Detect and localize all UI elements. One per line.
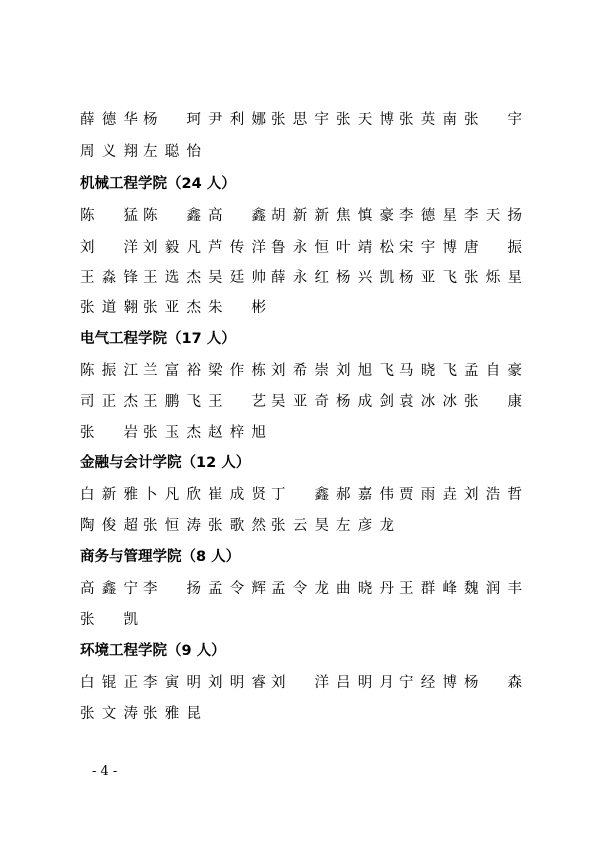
person-name: 张 云 昊 <box>271 518 329 534</box>
name-row <box>80 140 520 164</box>
person-name: 刘 洋 <box>80 240 138 256</box>
name-row <box>80 236 520 260</box>
person-name: 张 玉 杰 <box>143 425 201 441</box>
person-name: 刘 希 崇 <box>271 363 329 379</box>
person-name: 胡 新 新 <box>271 208 329 224</box>
person-name: 魏 润 丰 <box>464 581 522 597</box>
person-name: 丁 鑫 <box>271 487 329 503</box>
person-name: 唐 振 <box>464 240 522 256</box>
person-name: 张 凯 <box>80 612 138 628</box>
person-name: 杨 兴 凯 <box>336 270 394 286</box>
person-name: 张 道 翱 <box>80 300 138 316</box>
person-name: 梁 作 栋 <box>208 363 266 379</box>
person-name: 芦 传 洋 <box>208 240 266 256</box>
person-name: 左 聪 怡 <box>143 144 201 160</box>
person-name: 王 鹏 飞 <box>143 394 201 410</box>
person-name: 左 彦 龙 <box>336 518 394 534</box>
name-row <box>80 671 520 695</box>
person-name: 孟 令 龙 <box>271 581 329 597</box>
person-name: 刘 明 睿 <box>208 675 266 691</box>
name-row <box>80 204 520 228</box>
person-name: 陶 俊 超 <box>80 518 138 534</box>
person-name: 杨 森 <box>464 675 522 691</box>
person-name: 张 恒 涛 <box>143 518 201 534</box>
page-number: - 4 - <box>92 764 118 779</box>
person-name: 鲁 永 恒 <box>271 240 329 256</box>
person-name: 张 亚 杰 <box>143 300 201 316</box>
person-name: 高 鑫 宁 <box>80 581 138 597</box>
person-name: 宁 经 博 <box>399 675 457 691</box>
person-name: 刘 浩 哲 <box>464 487 522 503</box>
person-name: 吴 亚 奇 <box>271 394 329 410</box>
section-heading: 电气工程学院（17 人） <box>80 331 236 347</box>
name-row <box>80 483 520 507</box>
person-name: 马 晓 飞 <box>399 363 457 379</box>
person-name: 张 歌 然 <box>208 518 266 534</box>
person-name: 李 寅 明 <box>143 675 201 691</box>
person-name: 张 康 <box>464 394 522 410</box>
name-row <box>80 608 520 632</box>
person-name: 杨 成 剑 <box>336 394 394 410</box>
section-heading: 金融与会计学院（12 人） <box>80 455 251 471</box>
person-name: 袁 冰 冰 <box>399 394 457 410</box>
person-name: 张 思 宇 <box>271 112 329 128</box>
person-name: 郝 嘉 伟 <box>336 487 394 503</box>
person-name: 张 英 南 <box>399 112 457 128</box>
person-name: 陈 振 江 <box>80 363 138 379</box>
name-row <box>80 702 520 726</box>
person-name: 张 雅 昆 <box>143 706 201 722</box>
person-name: 曲 晓 丹 <box>336 581 394 597</box>
person-name: 王 艺 <box>208 394 266 410</box>
name-row <box>80 266 520 290</box>
name-row <box>80 108 520 132</box>
person-name: 王 群 峰 <box>399 581 457 597</box>
person-name: 张 天 博 <box>336 112 394 128</box>
person-name: 张 文 涛 <box>80 706 138 722</box>
person-name: 兰 富 裕 <box>143 363 201 379</box>
name-row <box>80 514 520 538</box>
person-name: 张 宇 <box>464 112 522 128</box>
person-name: 李 德 星 <box>399 208 457 224</box>
name-row <box>80 421 520 445</box>
person-name: 司 正 杰 <box>80 394 138 410</box>
person-name: 刘 毅 凡 <box>143 240 201 256</box>
person-name: 高 鑫 <box>208 208 266 224</box>
person-name: 李 扬 <box>143 581 201 597</box>
person-name: 赵 梓 旭 <box>208 425 266 441</box>
person-name: 孟 令 辉 <box>208 581 266 597</box>
name-row <box>80 359 520 383</box>
person-name: 尹 利 娜 <box>208 112 266 128</box>
person-name: 陈 猛 <box>80 208 138 224</box>
person-name: 周 义 翔 <box>80 144 138 160</box>
person-name: 王 淼 锋 <box>80 270 138 286</box>
section-heading: 商务与管理学院（8 人） <box>80 549 241 565</box>
person-name: 孟 自 豪 <box>464 363 522 379</box>
person-name: 卜 凡 欣 <box>143 487 201 503</box>
name-row <box>80 296 520 320</box>
name-row <box>80 390 520 414</box>
person-name: 宋 宇 博 <box>399 240 457 256</box>
person-name: 贾 雨 垚 <box>399 487 457 503</box>
person-name: 杨 珂 <box>143 112 201 128</box>
person-name: 白 锟 正 <box>80 675 138 691</box>
name-row <box>80 577 520 601</box>
person-name: 陈 鑫 <box>143 208 201 224</box>
section-heading: 机械工程学院（24 人） <box>80 176 236 192</box>
person-name: 崔 成 贤 <box>208 487 266 503</box>
person-name: 吕 明 月 <box>336 675 394 691</box>
person-name: 薛 永 红 <box>271 270 329 286</box>
person-name: 焦 慎 豪 <box>336 208 394 224</box>
person-name: 杨 亚 飞 <box>399 270 457 286</box>
person-name: 白 新 雅 <box>80 487 138 503</box>
person-name: 张 岩 <box>80 425 138 441</box>
section-heading: 环境工程学院（9 人） <box>80 643 226 659</box>
person-name: 吴 廷 帅 <box>208 270 266 286</box>
person-name: 朱 彬 <box>208 300 266 316</box>
person-name: 张 烁 星 <box>464 270 522 286</box>
person-name: 薛 德 华 <box>80 112 138 128</box>
person-name: 李 天 扬 <box>464 208 522 224</box>
person-name: 叶 靖 松 <box>336 240 394 256</box>
person-name: 刘 洋 <box>271 675 329 691</box>
person-name: 刘 旭 飞 <box>336 363 394 379</box>
person-name: 王 选 杰 <box>143 270 201 286</box>
